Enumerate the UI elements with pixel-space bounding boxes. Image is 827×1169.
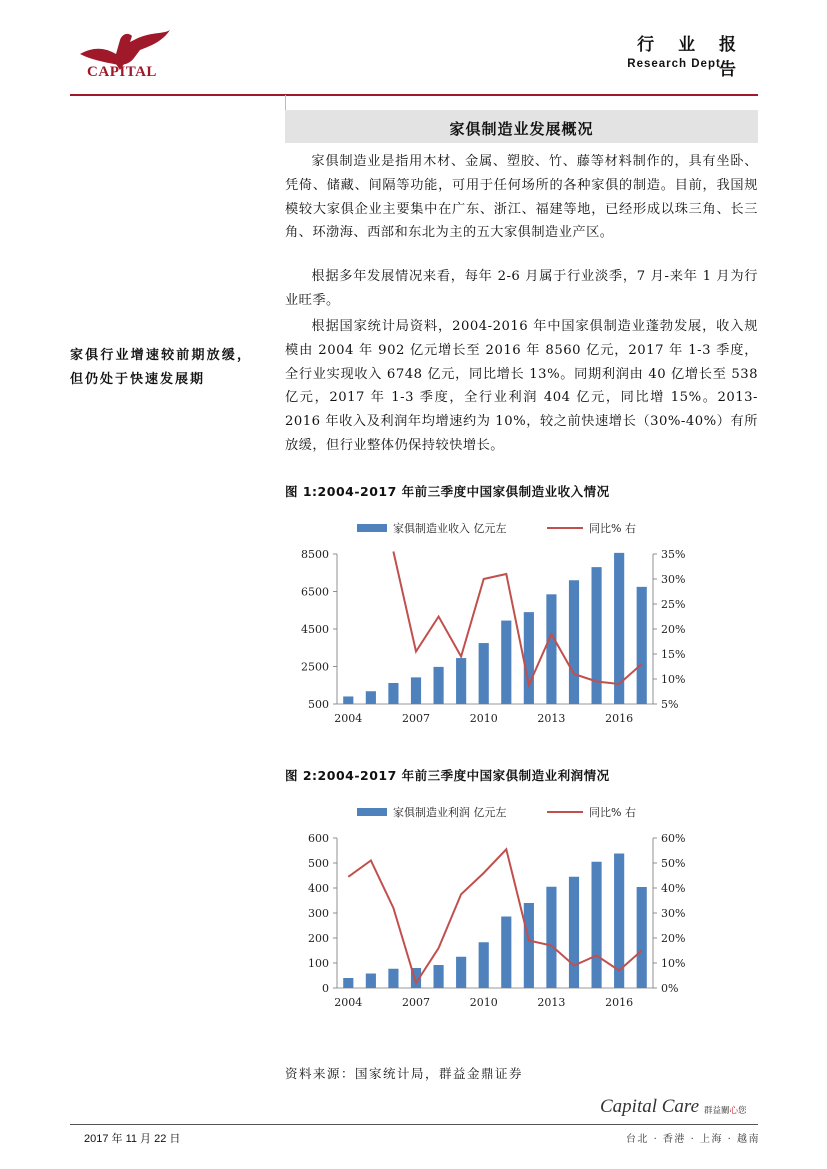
bar-2005 [366, 974, 376, 989]
bar-2004 [343, 978, 353, 988]
bar-2013 [546, 594, 556, 704]
y-right-tick-label: 15% [661, 648, 685, 661]
paragraph-1: 家俱制造业是指用木材、金属、塑胶、竹、藤等材料制作的，具有坐卧、凭倚、储藏、间隔等功能，可用于任何场所的各种家俱的制造。目前，我国规模较大家俱企业主要集中在广东、浙江、福建等地，已经形成以珠三角、长三角、环渤海、西部和东北为主的五大家俱制造业产区。 [285, 154, 758, 241]
figure-2-caption: 图 2:2004-2017 年前三季度中国家俱制造业利润情况 [285, 768, 610, 783]
research-dept: Research Dept. [627, 58, 725, 70]
x-tick-label: 2007 [402, 712, 430, 725]
footer-brand-cn-tail: 您 [738, 1106, 747, 1116]
bar-2015 [591, 862, 601, 988]
bar-2017 [637, 887, 647, 988]
bar-2014 [569, 877, 579, 988]
bar-2015 [591, 567, 601, 704]
y-left-tick-label: 300 [308, 907, 329, 920]
revenue-chart [285, 512, 685, 742]
footer-brand-cn [704, 1104, 747, 1116]
legend-bar-swatch [357, 524, 387, 532]
y-left-tick-label: 500 [308, 698, 329, 711]
paragraph-3: 根据国家统计局资料，2004-2016 年中国家俱制造业蓬勃发展，收入规模由 2004 年 902 亿元增长至 2016 年 8560 亿元，2017 年 1-3 季度，全行业实现收入 6748 亿元，同比增长 13%。同期利润由 40 亿增长至 538 亿元，2017 年 1-3 季度，全行业利润 404 亿元，同比增 15%。2013-2016 年收入及利润年均增速约为 10%，较之前快速增长（30%-40%）有所放缓，但行业整体仍保持较快增长。 [285, 319, 758, 453]
bar-2006 [388, 683, 398, 704]
bar-2010 [479, 942, 489, 988]
y-left-tick-label: 6500 [301, 585, 329, 599]
growth-line [393, 552, 641, 686]
bar-2011 [501, 621, 511, 704]
bar-2009 [456, 658, 466, 704]
y-right-tick-label: 40% [661, 882, 685, 895]
y-left-tick-label: 8500 [301, 548, 329, 561]
section-title: 家俱制造业发展概况 [449, 120, 594, 138]
x-tick-label: 2004 [334, 712, 363, 725]
y-left-tick-label: 600 [308, 832, 329, 845]
logo-text: CAPITAL [87, 64, 157, 80]
bar-2012 [524, 612, 534, 704]
footer-cities: 台北 · 香港 · 上海 · 越南 [625, 1134, 760, 1145]
x-tick-label: 2013 [537, 996, 566, 1009]
report-type: 行 业 报 告 [637, 35, 745, 80]
y-right-tick-label: 60% [661, 832, 685, 845]
y-right-tick-label: 5% [661, 698, 679, 711]
footer-brand: Capital Care [600, 1096, 700, 1117]
data-source: 资料来源：国家统计局，群益金鼎证券 [285, 1066, 524, 1081]
bar-2007 [411, 677, 421, 704]
footer-rule [70, 1124, 758, 1125]
bar-2010 [479, 643, 489, 704]
x-tick-label: 2016 [605, 712, 634, 725]
y-right-tick-label: 10% [661, 957, 685, 970]
y-right-tick-label: 50% [661, 857, 685, 870]
bar-2012 [524, 903, 534, 988]
y-left-tick-label: 0 [322, 982, 329, 995]
bar-2008 [433, 667, 443, 704]
paragraph-2: 根据多年发展情况来看，每年 2-6 月属于行业淡季，7 月-来年 1 月为行业旺季。 [285, 269, 758, 308]
x-tick-label: 2016 [605, 996, 634, 1009]
x-tick-label: 2010 [469, 712, 498, 725]
y-right-tick-label: 20% [661, 623, 685, 636]
x-tick-label: 2007 [402, 996, 430, 1009]
bar-2011 [501, 917, 511, 989]
y-left-tick-label: 400 [308, 882, 329, 895]
y-left-tick-label: 2500 [301, 660, 329, 674]
y-left-tick-label: 100 [308, 957, 329, 970]
legend-bar-swatch [357, 808, 387, 816]
x-tick-label: 2013 [537, 712, 566, 725]
y-right-tick-label: 10% [661, 673, 685, 686]
bar-2008 [433, 965, 443, 988]
heart-icon: 心 [729, 1106, 739, 1116]
footer-date: 2017 年 11 月 22 日 [84, 1133, 181, 1145]
y-right-tick-label: 20% [661, 932, 685, 945]
y-left-tick-label: 500 [308, 857, 329, 870]
y-right-tick-label: 0% [661, 982, 679, 995]
legend-line-label: 同比% 右 [589, 806, 636, 819]
y-right-tick-label: 30% [661, 573, 685, 586]
bar-2014 [569, 580, 579, 704]
legend-bar-label: 家俱制造业利润 亿元左 [393, 806, 507, 819]
legend-line-label: 同比% 右 [589, 522, 636, 535]
y-left-tick-label: 200 [308, 932, 329, 945]
bar-2006 [388, 969, 398, 988]
bar-2017 [637, 587, 647, 704]
bar-2005 [366, 691, 376, 704]
bar-2013 [546, 887, 556, 988]
footer-brand-cn-head: 群益關 [704, 1106, 730, 1116]
bar-2004 [343, 696, 353, 704]
header-rule [70, 94, 758, 96]
y-right-tick-label: 35% [661, 548, 685, 561]
x-tick-label: 2010 [469, 996, 498, 1009]
profit-chart [285, 796, 685, 1026]
bar-2009 [456, 957, 466, 988]
y-right-tick-label: 30% [661, 907, 685, 920]
legend-bar-label: 家俱制造业收入 亿元左 [393, 522, 507, 535]
figure-1-caption: 图 1:2004-2017 年前三季度中国家俱制造业收入情况 [285, 484, 610, 499]
x-tick-label: 2004 [334, 996, 363, 1009]
side-note: 家俱行业增速较前期放缓，但仍处于快速发展期 [70, 348, 252, 387]
y-left-tick-label: 4500 [301, 623, 329, 636]
y-right-tick-label: 25% [661, 598, 685, 611]
